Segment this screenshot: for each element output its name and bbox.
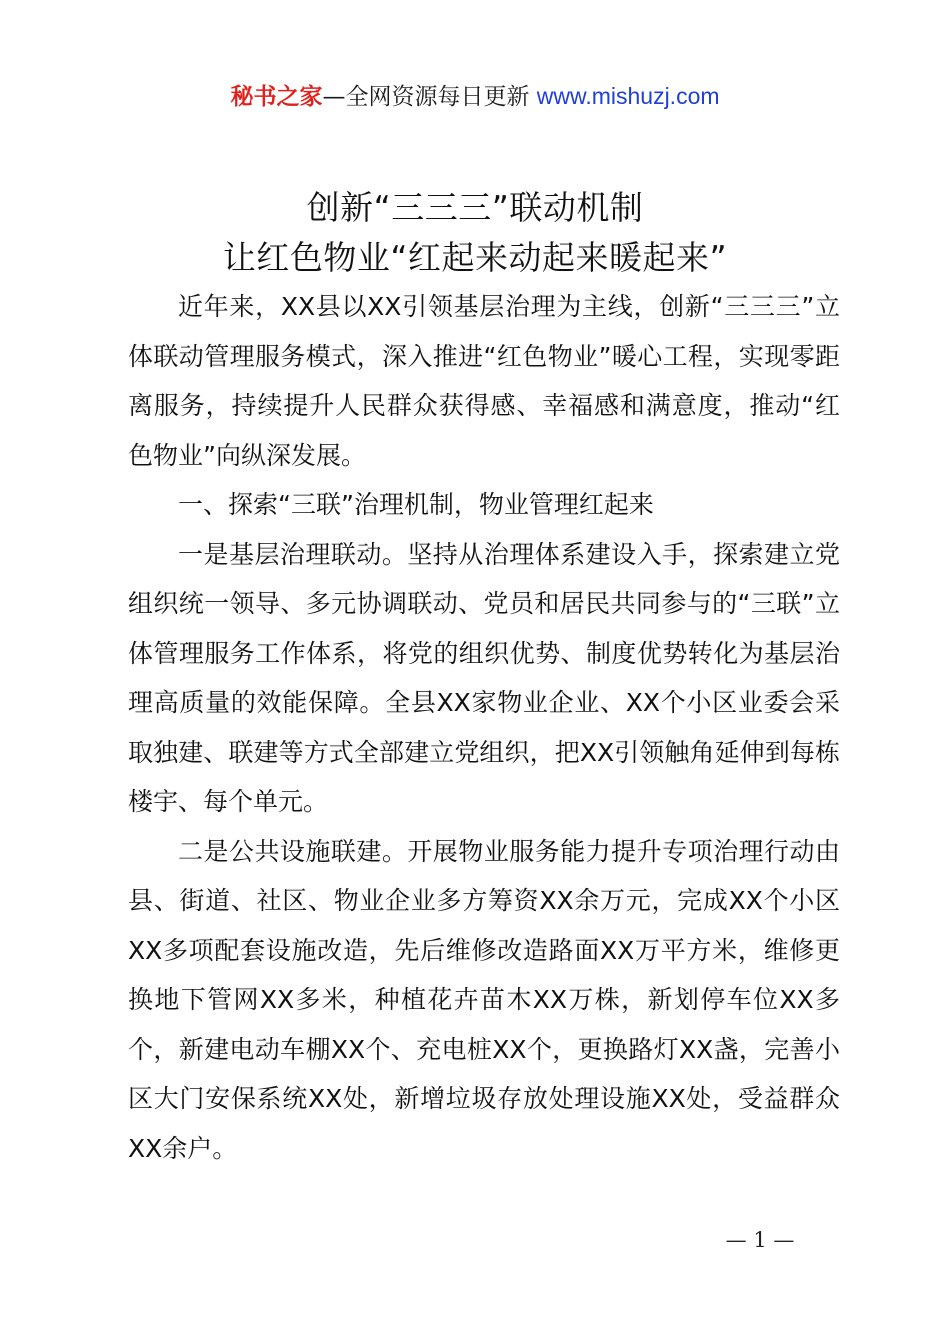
section-heading-1: 一、探索“三联”治理机制，物业管理红起来: [178, 490, 654, 519]
title-line-1: 创新“三三三”联动机制: [306, 188, 644, 227]
body-paragraph-intro: 近年来，XX县以XX引领基层治理为主线，创新“三三三”立体联动管理服务模式，深入推进“红色物业”暖心工程，实现零距离服务，持续提升人民群众获得感、幸福感和满意度，推动“红色物业”向纵深发展。: [128, 292, 840, 470]
site-slogan: —全网资源每日更新: [322, 84, 530, 110]
page-number: — 1 —: [725, 1228, 795, 1252]
body-paragraph-governance: 一是基层治理联动。坚持从治理体系建设入手，探索建立党组织统一领导、多元协调联动、党员和居民共同参与的“三联”立体管理服务工作体系，将党的组织优势、制度优势转化为基层治理高质量的效能保障。全县XX家物业企业、XX个小区业委会采取独建、联建等方式全部建立党组织，把XX引领触角延伸到每栋楼宇、每个单元。: [128, 539, 840, 816]
site-brand-name: 秘书之家: [230, 84, 323, 110]
document-body: [128, 282, 840, 1173]
body-paragraph-facilities: 二是公共设施联建。开展物业服务能力提升专项治理行动由县、街道、社区、物业企业多方筹资XX余万元，完成XX个小区XX多项配套设施改造，先后维修改造路面XX万平方米，维修更换地下管网XX多米，种植花卉苗木XX万株，新划停车位XX多个，新建电动车棚XX个、充电桩XX个，更换路灯XX盏，完善小区大门安保系统XX处，新增垃圾存放处理设施XX处，受益群众XX余户。: [128, 836, 840, 1163]
site-url-link[interactable]: www.mishuzj.com: [536, 83, 720, 109]
site-header-banner: [0, 80, 950, 113]
title-line-2: 让红色物业“红起来动起来暖起来”: [222, 238, 728, 277]
document-title: [0, 183, 950, 283]
